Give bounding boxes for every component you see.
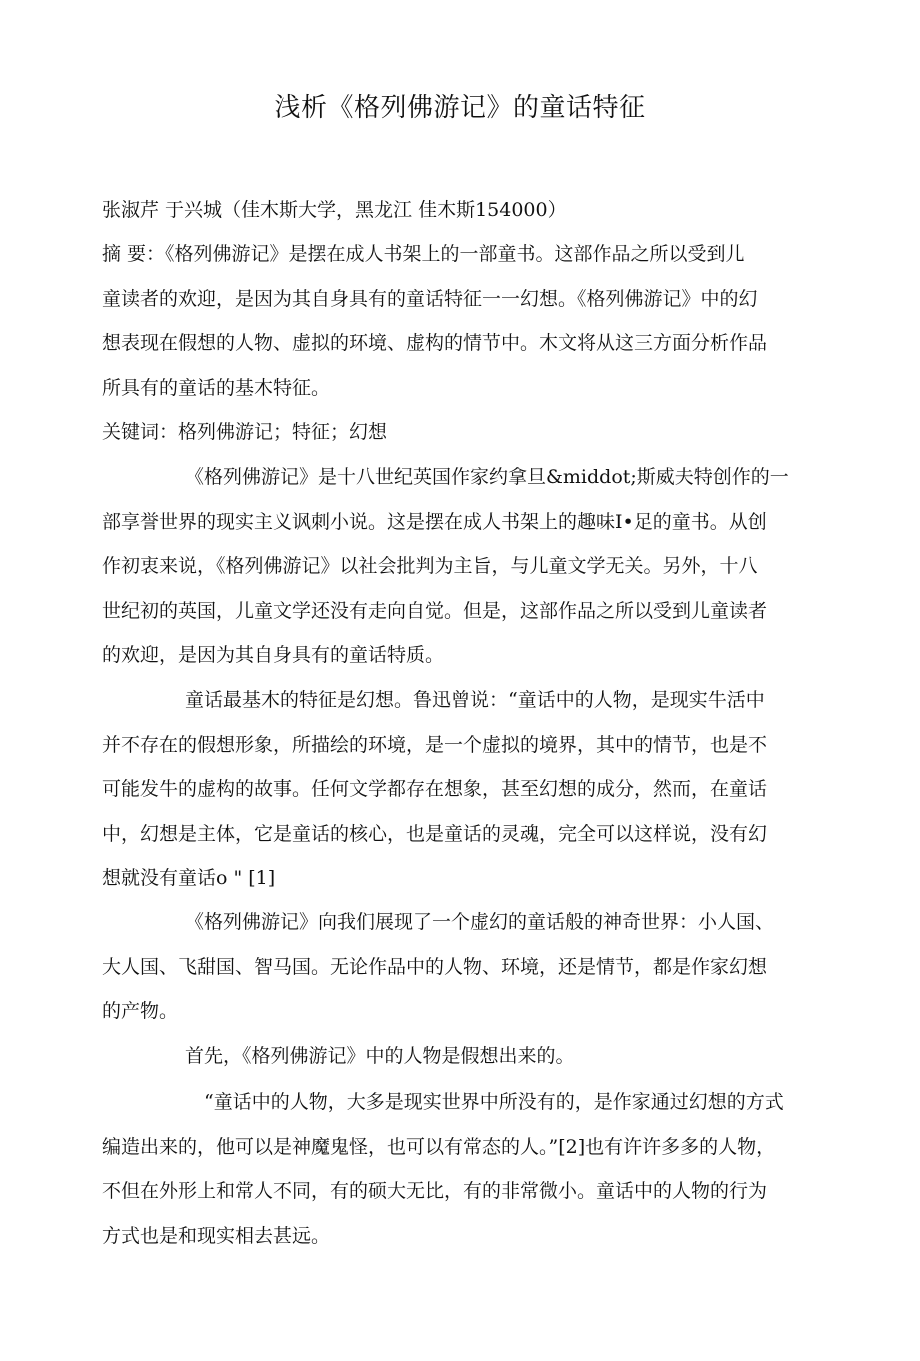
author-text: 张淑芹 于兴城（佳木斯大学，黑龙江 佳木斯154000） (102, 199, 567, 221)
paragraph-2 (102, 678, 822, 901)
paragraph-line: 的欢迎，是因为其自身具有的童话特质。 (102, 644, 445, 666)
paragraph-line: 童话最基木的特征是幻想。鲁迅曾说：“童话中的人物，是现实牛活中 (185, 689, 765, 711)
abstract (102, 232, 822, 410)
paragraph-line: 中，幻想是主体，它是童话的核心，也是童话的灵魂，完全可以这样说，没有幻 (102, 822, 768, 845)
paragraph-line: 方式也是和现实相去甚远。 (102, 1224, 331, 1247)
paragraph-line: 大人国、飞甜国、智马国。无论作品中的人物、环境，还是情节，都是作家幻想 (102, 955, 768, 978)
abstract-line: 所具有的童话的基木特征。 (102, 376, 331, 399)
keywords (102, 410, 822, 455)
paragraph-line: 部享誉世界的现实主义讽刺小说。这是摆在成人书架上的趣味I•足的童书。从创 (102, 510, 767, 533)
paragraph-line: 的产物。 (102, 1000, 179, 1022)
author-line (102, 188, 822, 233)
paragraph-line: 《格列佛游记》是十八世纪英国作家约拿旦&middot;斯威夫特创作的一 (185, 466, 789, 488)
paragraph-line: 想就没有童话o " [1] (102, 867, 276, 889)
paragraph-line: 首先，《格列佛游记》中的人物是假想出来的。 (185, 1045, 575, 1067)
paragraph-line: 编造出来的，他可以是神魔鬼怪，也可以有常态的人。”[2]也有许许多多的人物， (102, 1135, 776, 1158)
paragraph-line: 不但在外形上和常人不同，有的硕大无比，有的非常微小。童话中的人物的行为 (102, 1180, 768, 1202)
paragraph-line: 可能发牛的虚构的故事。任何文学都存在想象，甚至幻想的成分，然而，在童话 (102, 778, 768, 800)
keywords-text: 关键词：格列佛游记；特征；幻想 (102, 421, 388, 443)
paragraph-1 (102, 455, 822, 678)
paragraph-3 (102, 900, 822, 1034)
paragraph-line: 作初衷来说，《格列佛游记》以社会批判为主旨，与儿童文学无关。另外，十八 (102, 555, 758, 577)
paragraph-line: 并不存在的假想形象，所描绘的环境，是一个虚拟的境界，其中的情节，也是不 (102, 733, 768, 756)
paragraph-line: 《格列佛游记》向我们展现了一个虚幻的童话般的神奇世界：小人国、 (185, 911, 775, 933)
paragraph-line: “童话中的人物，大多是现实世界中所没有的，是作家通过幻想的方式 (204, 1091, 784, 1113)
paragraph-4 (102, 1034, 822, 1079)
document-title: 浅析《格列佛游记》的童话特征 (274, 93, 646, 123)
abstract-line: 想表现在假想的人物、虚拟的环境、虚构的情节中。木文将从这三方面分析作品 (102, 332, 768, 354)
paragraph-line: 世纪初的英国，儿童文学还没有走向自觉。但是，这部作品之所以受到儿童读者 (102, 599, 768, 622)
abstract-line: 童读者的欢迎，是因为其自身具有的童话特征一一幻想。《格列佛游记》中的幻 (102, 287, 758, 310)
abstract-line: 摘 要：《格列佛游记》是摆在成人书架上的一部童书。这部作品之所以受到儿 (102, 243, 745, 265)
paragraph-5 (102, 1080, 822, 1258)
